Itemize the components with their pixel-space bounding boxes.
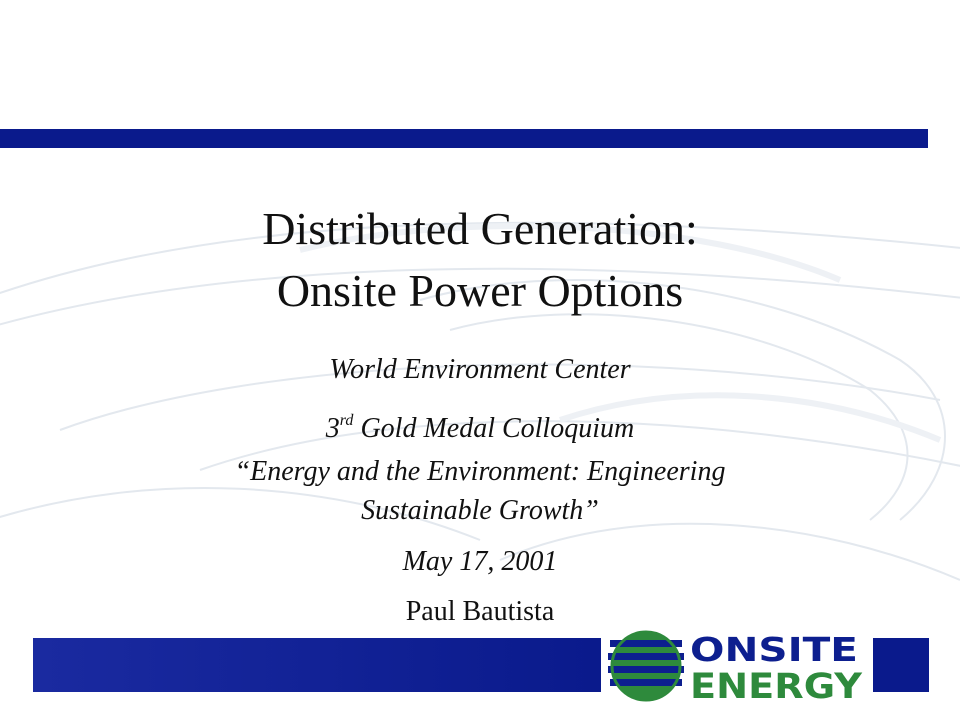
event-ordinal-suffix: rd (339, 412, 354, 429)
presenter-name: Paul Bautista (405, 596, 555, 627)
title-line-2: Onsite Power Options (276, 265, 684, 316)
slide-title (0, 198, 960, 322)
globe-icon (608, 632, 684, 700)
bottom-accent-bar-right (873, 638, 929, 692)
event-theme-line-2: Sustainable Growth” (361, 495, 599, 526)
logo-line-2: ENERGY (690, 667, 863, 707)
event-theme-line-1: “Energy and the Environment: Engineering (234, 456, 726, 487)
bottom-accent-bar-left (33, 638, 601, 692)
event-name (0, 404, 960, 446)
event-date: May 17, 2001 (402, 546, 558, 577)
event-number: 3 (325, 413, 340, 444)
onsite-energy-logo (606, 624, 872, 708)
top-accent-bar (0, 129, 928, 148)
event-name-rest: Gold Medal Colloquium (353, 413, 635, 444)
logo-line-1: ONSITE (690, 630, 858, 669)
title-line-1: Distributed Generation: (262, 203, 698, 254)
organization-name: World Environment Center (329, 354, 631, 385)
